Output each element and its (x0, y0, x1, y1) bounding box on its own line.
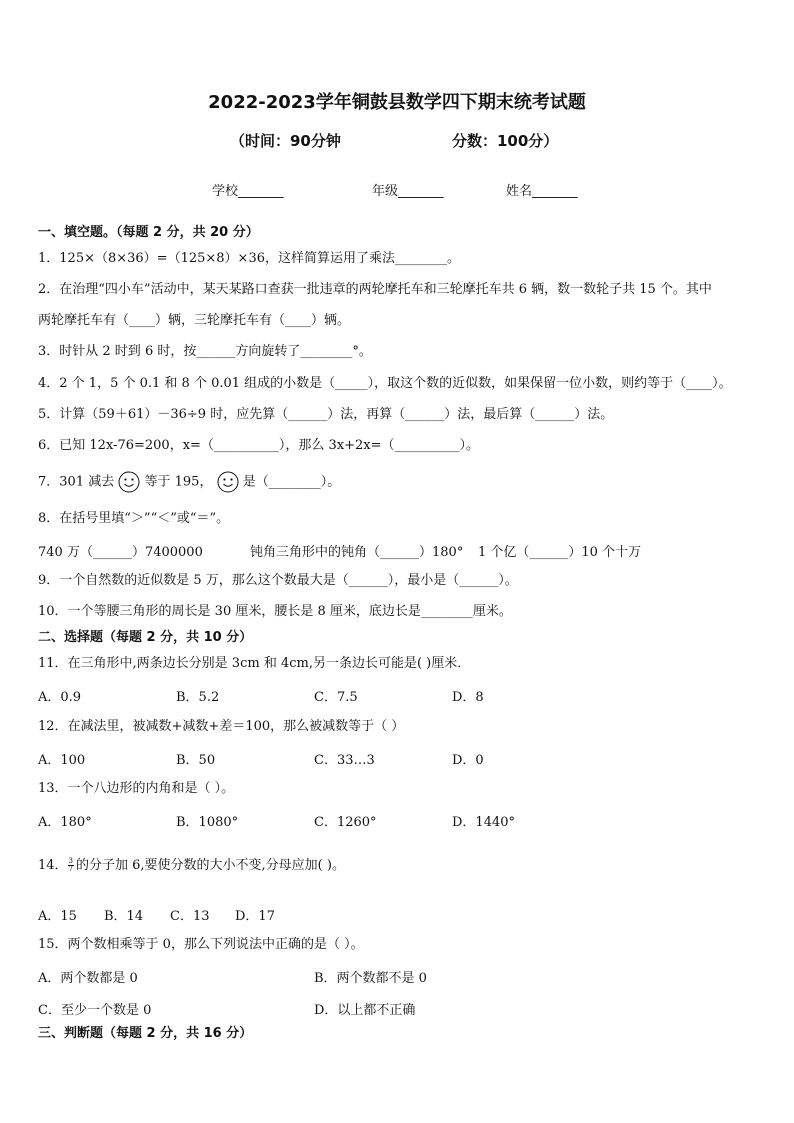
fraction-denominator: 7 (68, 865, 74, 873)
question-15-option-b: B．两个数都不是 0 (314, 971, 427, 986)
section-choice-heading: 二、选择题（每题 2 分，共 10 分） (38, 630, 253, 645)
question-13-option-c: C．1260° (314, 815, 377, 830)
question-13-option-d: D．1440° (452, 815, 516, 830)
question-5: 5．计算（59＋61）－36÷9 时，应先算（______）法，再算（______）法，最后算（______）法。 (38, 407, 614, 422)
question-15-option-a: A．两个数都是 0 (38, 971, 138, 986)
question-14-option-a: A．15 (38, 909, 77, 924)
smiley-face-icon (118, 471, 140, 493)
question-11-option-d: D．8 (452, 690, 484, 705)
question-7 (38, 471, 340, 493)
question-8-part-b: 钝角三角形中的钝角（______）180° (250, 545, 464, 560)
question-14-option-c: C．13 (170, 909, 210, 924)
exam-time: （时间：90分钟 (230, 132, 341, 150)
question-15: 15．两个数相乘等于 0，那么下列说法中正确的是（ ）。 (38, 937, 364, 952)
question-14-number: 14． (38, 858, 68, 873)
question-13-option-a: A．180° (38, 815, 92, 830)
question-9: 9．一个自然数的近似数是 5 万，那么这个数最大是（______），最小是（______）。 (38, 573, 518, 588)
question-2-line-1: 2．在治理“四小车”活动中，某天某路口查获一批违章的两轮摩托车和三轮摩托车共 6 辆，数一数轮子共 15 个。其中 (38, 282, 712, 297)
question-14 (38, 857, 345, 875)
question-7-prefix: 7．301 减去 (38, 474, 115, 490)
question-11-option-a: A．0.9 (38, 690, 82, 705)
question-15-option-c: C．至少一个数是 0 (38, 1003, 152, 1018)
question-13: 13．一个八边形的内角和是（ ）。 (38, 781, 235, 796)
question-12-option-b: B．50 (176, 753, 216, 768)
question-13-option-b: B．1080° (176, 815, 239, 830)
question-14-text: 的分子加 6,要使分数的大小不变,分母应加( )。 (76, 858, 345, 873)
question-2-line-2: 两轮摩托车有（____）辆，三轮摩托车有（____）辆。 (38, 313, 351, 328)
question-4: 4．2 个 1，5 个 0.1 和 8 个 0.01 组成的小数是（_____），取这个数的近似数，如果保留一位小数，则约等于（____）。 (38, 376, 732, 391)
page-title: 2022-2023学年铜鼓县数学四下期末统考试题 (208, 92, 586, 113)
question-11-option-c: C．7.5 (314, 690, 358, 705)
question-11: 11．在三角形中,两条边长分别是 3cm 和 4cm,另一条边长可能是( )厘米． (38, 656, 471, 671)
section-judge-heading: 三、判断题（每题 2 分，共 16 分） (38, 1026, 253, 1041)
fraction (68, 858, 74, 873)
section-fill-heading: 一、填空题。（每题 2 分，共 20 分） (38, 225, 259, 240)
school-field: 学校_______ (212, 184, 284, 199)
question-12-option-d: D．0 (452, 753, 484, 768)
question-12: 12．在减法里，被减数+减数+差＝100，那么被减数等于（ ） (38, 719, 405, 734)
question-6: 6．已知 12x-76=200，x=（__________），那么 3x+2x=（__________）。 (38, 438, 480, 453)
fraction-numerator: 3 (68, 857, 74, 865)
smiley-face-icon (217, 471, 239, 493)
question-7-middle: 等于 195， (144, 474, 213, 490)
question-10: 10．一个等腰三角形的周长是 30 厘米，腰长是 8 厘米，底边长是________厘米。 (38, 604, 512, 619)
question-14-option-b: B．14 (104, 909, 144, 924)
question-8-part-c: 1 个亿（______）10 个十万 (478, 545, 642, 560)
question-11-option-b: B．5.2 (176, 690, 220, 705)
grade-field: 年级_______ (372, 184, 444, 199)
question-3: 3．时针从 2 时到 6 时，按______方向旋转了________°。 (38, 344, 372, 359)
question-15-option-d: D．以上都不正确 (314, 1003, 416, 1018)
question-1: 1．125×（8×36）=（125×8）×36，这样简算运用了乘法________。 (38, 251, 460, 266)
question-14-option-d: D．17 (235, 909, 275, 924)
name-field: 姓名_______ (506, 184, 578, 199)
exam-score: 分数：100分） (452, 132, 559, 150)
question-7-suffix: 是（________）。 (242, 474, 341, 490)
question-8: 8．在括号里填“＞”“＜”或“＝”。 (38, 511, 230, 526)
question-8-part-a: 740 万（______）7400000 (38, 545, 203, 560)
question-12-option-c: C．33…3 (314, 753, 375, 768)
question-12-option-a: A．100 (38, 753, 86, 768)
